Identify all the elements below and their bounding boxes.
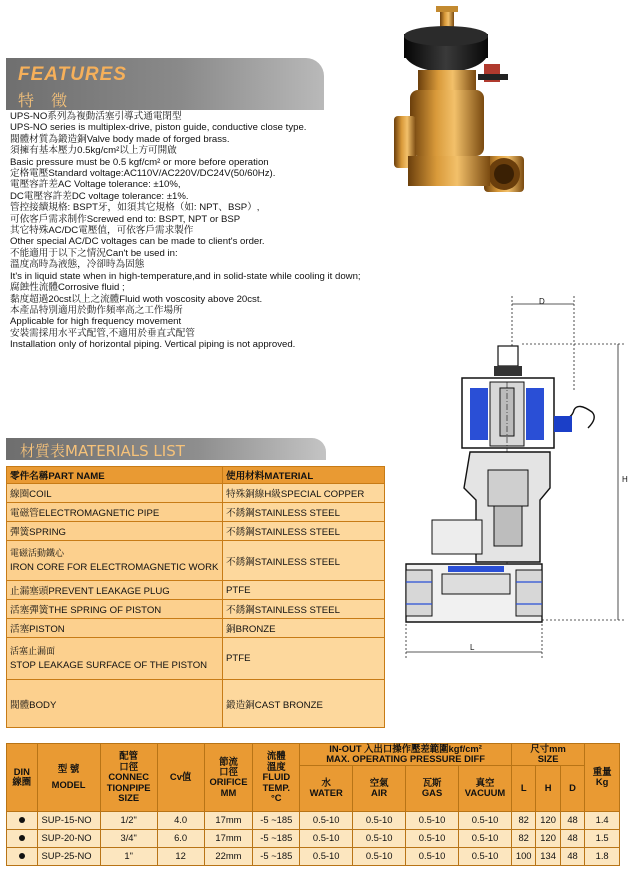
spec-model: SUP-15-NO [37, 811, 100, 829]
table-row [7, 581, 385, 600]
spec-h: 120 [536, 811, 560, 829]
feature-line: 定格電壓Standard voltage:AC110V/AC220V/DC24V(50/60Hz). [10, 168, 276, 180]
feature-line: 電壓容許差AC Voltage tolerance: ±10%, [10, 179, 181, 191]
spec-header-water: 水 WATER [300, 765, 353, 811]
material-name: 銅BRONZE [223, 619, 385, 638]
table-row [7, 600, 385, 619]
materials-table [6, 466, 385, 728]
part-name-zh: 活塞止漏面 [10, 645, 56, 656]
spec-header-pressure-zh: IN-OUT 入出口操作壓差範圍kgf/cm² [329, 743, 482, 754]
spec-header-h: H [536, 765, 560, 811]
spec-table [6, 743, 620, 866]
material-name: 不銹鋼STAINLESS STEEL [223, 600, 385, 619]
din-bullet [7, 829, 38, 847]
features-list [10, 111, 430, 351]
part-name: 電磁管ELECTROMAGNETIC PIPE [7, 503, 223, 522]
spec-header-connection-zh: 配管 口徑 [119, 750, 139, 772]
spec-gas: 0.5-10 [406, 811, 459, 829]
spec-l: 82 [511, 811, 535, 829]
feature-line: 溫度高時為液態，冷卻時為固態 [10, 259, 145, 271]
spec-header-connection-en: CONNEC TIONPIPE SIZE [106, 771, 151, 804]
spec-size: 1/2" [100, 811, 157, 829]
feature-line: Applicable for high frequency movement [10, 316, 182, 328]
spec-header-d: D [560, 765, 584, 811]
spec-vacuum: 0.5-10 [459, 829, 512, 847]
feature-line: 管控接續規格: BSPT牙，如須其它規格（如: NPT、BSP）, [10, 202, 260, 214]
materials-title: 材質表MATERIALS LIST [20, 442, 185, 460]
spec-cv: 6.0 [157, 829, 204, 847]
spec-header-temp [253, 744, 300, 812]
feature-line: It's in liquid state when in high-temperature,and in solid-state while cooling it down; [10, 270, 361, 282]
part-name [7, 638, 223, 680]
part-name: 止漏塞頭PREVENT LEAKAGE PLUG [7, 581, 223, 600]
dim-l-label: L [470, 643, 475, 652]
spec-l: 100 [511, 847, 535, 865]
part-name: 彈簧SPRING [7, 522, 223, 541]
part-name: 活塞PISTON [7, 619, 223, 638]
part-name-zh: 電磁活動鐵心 [10, 547, 65, 558]
spec-temp: -5 ~185 [253, 811, 300, 829]
table-row [7, 847, 620, 865]
spec-air: 0.5-10 [353, 811, 406, 829]
spec-header-pressure-en: MAX. OPERATING PRESSURE DIFF [326, 753, 485, 765]
spec-orifice: 17mm [204, 811, 253, 829]
spec-orifice: 17mm [204, 829, 253, 847]
spec-water: 0.5-10 [300, 811, 353, 829]
feature-line: DC電壓容許差DC voltage tolerance: ±1%. [10, 190, 189, 202]
material-name: 鍛造銅CAST BRONZE [223, 680, 385, 728]
spec-size: 1" [100, 847, 157, 865]
material-name: 不銹鋼STAINLESS STEEL [223, 541, 385, 581]
spec-air: 0.5-10 [353, 829, 406, 847]
feature-line: 本產品特別適用於動作頻率高之工作場所 [10, 304, 183, 316]
spec-temp: -5 ~185 [253, 829, 300, 847]
materials-header-row [7, 467, 385, 484]
spec-header-vacuum: 真空 VACUUM [459, 765, 512, 811]
spec-header-temp-zh: 流體 溫度 [266, 750, 286, 772]
spec-orifice: 22mm [204, 847, 253, 865]
part-name: 活塞彈簧THE SPRING OF PISTON [7, 600, 223, 619]
material-name: 不銹鋼STAINLESS STEEL [223, 522, 385, 541]
feature-line: 不能適用于以下之情況Can't be used in: [10, 247, 178, 259]
spec-model: SUP-25-NO [37, 847, 100, 865]
spec-header-size-en: SIZE [537, 753, 559, 765]
spec-model: SUP-20-NO [37, 829, 100, 847]
spec-header-model-zh: 型 號 [57, 763, 80, 774]
spec-water: 0.5-10 [300, 829, 353, 847]
features-title-en: FEATURES [18, 64, 127, 85]
feature-line: 其它特殊AC/DC電壓值，可依客戶需求製作 [10, 225, 194, 237]
feature-line: UPS-NO系列為複動活塞引導式通電閉型 [10, 111, 182, 122]
materials-header-material: 使用材料MATERIAL [223, 467, 385, 484]
spec-d: 48 [560, 847, 584, 865]
feature-line: 閥體材質為鍛造銅Valve body made of forged brass. [10, 133, 230, 145]
material-name: PTFE [223, 581, 385, 600]
valve-cross-section-drawing [392, 292, 628, 672]
spec-water: 0.5-10 [300, 847, 353, 865]
spec-header-orifice-en: ORIFICE MM [209, 776, 248, 798]
materials-header-part: 零件名稱PART NAME [7, 467, 223, 484]
dim-d-label: D [539, 297, 545, 306]
spec-vacuum: 0.5-10 [459, 847, 512, 865]
spec-h: 134 [536, 847, 560, 865]
table-row [7, 811, 620, 829]
feature-line: Other special AC/DC voltages can be made to client's order. [10, 236, 265, 248]
spec-header-gas: 瓦斯 GAS [406, 765, 459, 811]
din-bullet [7, 847, 38, 865]
table-row [7, 619, 385, 638]
part-name-en: IRON CORE FOR ELECTROMAGNETIC WORK [10, 561, 219, 573]
spec-vacuum: 0.5-10 [459, 811, 512, 829]
bullet-icon [19, 835, 25, 841]
table-row [7, 829, 620, 847]
feature-line: 安裝需採用水平式配管,不適用於垂直式配管 [10, 327, 195, 339]
spec-weight: 1.4 [585, 811, 620, 829]
spec-header-size-zh: 尺寸mm [530, 743, 566, 754]
spec-header-model-en: MODEL [51, 779, 86, 791]
bullet-icon [19, 853, 25, 859]
table-row [7, 484, 385, 503]
feature-line: 腐蝕性流體Corrosive fluid ; [10, 282, 125, 294]
spec-gas: 0.5-10 [406, 847, 459, 865]
part-name-en: STOP LEAKAGE SURFACE OF THE PISTON [10, 659, 208, 671]
spec-size: 3/4" [100, 829, 157, 847]
spec-weight: 1.5 [585, 829, 620, 847]
spec-header-weight: 重量 Kg [585, 744, 620, 812]
spec-header-temp-en: FLUID TEMP. °C [262, 771, 291, 804]
spec-header-cv: Cv值 [157, 744, 204, 812]
spec-weight: 1.8 [585, 847, 620, 865]
spec-cv: 12 [157, 847, 204, 865]
features-title-zh: 特 徵 [18, 91, 74, 110]
spec-header-orifice [204, 744, 253, 812]
spec-header-l: L [511, 765, 535, 811]
dim-h-label: H [622, 475, 628, 484]
spec-l: 82 [511, 829, 535, 847]
feature-line: 可依客戶需求制作Screwed end to: BSPT, NPT or BSP [10, 213, 241, 225]
spec-gas: 0.5-10 [406, 829, 459, 847]
spec-d: 48 [560, 811, 584, 829]
spec-header-size [511, 744, 584, 766]
feature-line: 須擁有基本壓力0.5kg/cm²以上方可開啟 [10, 145, 177, 157]
spec-air: 0.5-10 [353, 847, 406, 865]
spec-d: 48 [560, 829, 584, 847]
feature-line: Installation only of horizontal piping. Vertical piping is not approved. [10, 339, 296, 351]
spec-header-pressure [300, 744, 512, 766]
feature-line: 黏度超過20cst以上之流體Fluid woth voscosity above 20cst. [10, 293, 263, 305]
spec-header-connection [100, 744, 157, 812]
spec-cv: 4.0 [157, 811, 204, 829]
spec-header-orifice-zh: 節流 口徑 [219, 755, 238, 777]
table-row [7, 503, 385, 522]
spec-h: 120 [536, 829, 560, 847]
bullet-icon [19, 817, 25, 823]
feature-line: UPS-NO series is multiplex-drive, piston guide, conductive close type. [10, 122, 307, 134]
spec-header-row-1 [7, 744, 620, 766]
table-row [7, 680, 385, 728]
spec-header-air: 空氣 AIR [353, 765, 406, 811]
table-row [7, 638, 385, 680]
feature-line: Basic pressure must be 0.5 kgf/cm² or more before operation [10, 156, 269, 168]
spec-header-din: DIN 線圈 [7, 744, 38, 812]
material-name: 特殊銅線H級SPECIAL COPPER [223, 484, 385, 503]
table-row [7, 522, 385, 541]
part-name: 閥體BODY [7, 680, 223, 728]
spec-temp: -5 ~185 [253, 847, 300, 865]
part-name: 線圈COIL [7, 484, 223, 503]
din-bullet [7, 811, 38, 829]
part-name [7, 541, 223, 581]
material-name: 不銹鋼STAINLESS STEEL [223, 503, 385, 522]
spec-header-model [37, 744, 100, 812]
material-name: PTFE [223, 638, 385, 680]
table-row [7, 541, 385, 581]
